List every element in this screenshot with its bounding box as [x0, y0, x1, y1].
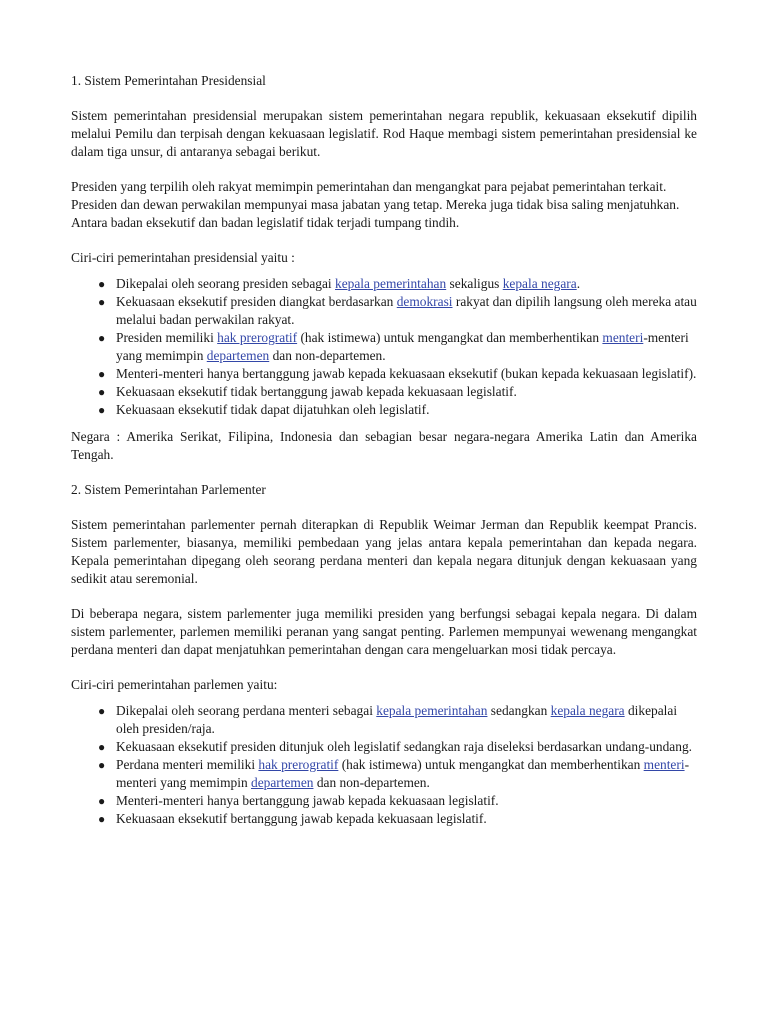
list-item-text: Kekuasaan eksekutif presiden ditunjuk oleh legislatif sedangkan raja diseleksi berdasarkan undang-undang.	[116, 739, 692, 754]
list-item	[98, 329, 697, 365]
list-parliamentary-characteristics	[71, 702, 697, 828]
list-item-text: Kekuasaan eksekutif presiden diangkat berdasarkan	[116, 294, 397, 309]
list-item-text: Kekuasaan eksekutif tidak bertanggung jawab kepada kekuasaan legislatif.	[116, 384, 517, 399]
list-item	[98, 810, 697, 828]
list-item-text: Presiden memiliki	[116, 330, 218, 345]
list-item-text: dan non-departemen.	[313, 775, 430, 790]
bullet-icon: ●	[98, 403, 106, 417]
list-item-text: Kekuasaan eksekutif bertanggung jawab kepada kekuasaan legislatif.	[116, 811, 487, 826]
list-item-text: -menteri yang memimpin	[116, 330, 689, 363]
bullet-icon: ●	[98, 794, 106, 808]
list-item-text: -menteri yang memimpin	[116, 757, 690, 790]
hyperlink[interactable]: demokrasi	[396, 294, 453, 309]
hyperlink[interactable]: menteri	[643, 757, 685, 772]
section-heading-parliamentary: 2. Sistem Pemerintahan Parlementer	[71, 482, 266, 497]
hyperlink[interactable]: hak prerogratif	[258, 757, 339, 772]
list-item-text: Dikepalai oleh seorang perdana menteri sebagai	[116, 703, 377, 718]
bullet-icon: ●	[98, 277, 106, 291]
paragraph-element-2: Presiden dan dewan perwakilan mempunyai masa jabatan yang tetap. Mereka juga tidak bisa saling menjatuhkan.	[71, 197, 680, 212]
list-item	[98, 383, 697, 401]
list-item-text: dan non-departemen.	[269, 348, 386, 363]
bullet-icon: ●	[98, 367, 106, 381]
list-item-text: .	[576, 276, 581, 291]
hyperlink[interactable]: departemen	[251, 775, 314, 790]
paragraph-presidential-intro: Sistem pemerintahan presidensial merupakan sistem pemerintahan negara republik, kekuasaan eksekutif dipilih melalui Pemilu dan terpisah dengan kekuasaan legislatif. Rod Haque membagi sistem pemerintahan presidensial ke dalam tiga unsur, di antaranya sebagai berikut.	[71, 108, 697, 159]
bullet-icon: ●	[98, 295, 106, 309]
bullet-icon: ●	[98, 704, 106, 718]
bullet-icon: ●	[98, 812, 106, 826]
hyperlink[interactable]: kepala negara	[502, 276, 577, 291]
list-item-text: (hak istimewa) untuk mengangkat dan memberhentikan	[338, 757, 644, 772]
list-item-text: Menteri-menteri hanya bertanggung jawab kepada kekuasaan eksekutif (bukan kepada kekuasaan legislatif).	[116, 366, 697, 381]
list-item	[98, 275, 697, 293]
hyperlink[interactable]: menteri	[602, 330, 644, 345]
bullet-icon: ●	[98, 740, 106, 754]
list-item	[98, 702, 697, 738]
list-item	[98, 792, 697, 810]
list-title-presidential: Ciri-ciri pemerintahan presidensial yaitu :	[71, 250, 295, 265]
list-item-text: Perdana menteri memiliki	[116, 757, 259, 772]
hyperlink[interactable]: kepala pemerintahan	[376, 703, 488, 718]
list-item	[98, 293, 697, 329]
bullet-icon: ●	[98, 385, 106, 399]
list-item-text: dikepalai oleh presiden/raja.	[116, 703, 678, 736]
list-item-text: sekaligus	[446, 276, 503, 291]
list-item-text: Kekuasaan eksekutif tidak dapat dijatuhkan oleh legislatif.	[116, 402, 430, 417]
hyperlink[interactable]: departemen	[206, 348, 270, 363]
hyperlink[interactable]: kepala pemerintahan	[335, 276, 447, 291]
list-item	[98, 738, 697, 756]
paragraph-parliamentary-intro: Sistem pemerintahan parlementer pernah diterapkan di Republik Weimar Jerman dan Republik keempat Prancis. Sistem parlementer, biasanya, memiliki pembedaan yang jelas antara kepala pemerintahan dan kepada negara. Kepala pemerintahan dipegang oleh seorang perdana menteri dan kepala negara ditunjuk dengan kekuasaan yang sedikit atau seremonial.	[71, 517, 697, 586]
list-item-text: sedangkan	[487, 703, 551, 718]
list-item-text: rakyat dan dipilih langsung oleh mereka atau melalui badan perwakilan rakyat.	[116, 294, 697, 327]
hyperlink[interactable]: hak prerogratif	[217, 330, 298, 345]
bullet-icon: ●	[98, 758, 106, 772]
list-item	[98, 401, 697, 419]
paragraph-element-3: Antara badan eksekutif dan badan legislatif tidak terjadi tumpang tindih.	[71, 215, 460, 230]
list-presidential-characteristics	[71, 275, 697, 419]
list-item-text: Menteri-menteri hanya bertanggung jawab kepada kekuasaan legislatif.	[116, 793, 499, 808]
list-item-text: Dikepalai oleh seorang presiden sebagai	[116, 276, 336, 291]
list-title-parliamentary: Ciri-ciri pemerintahan parlemen yaitu:	[71, 677, 278, 692]
paragraph-presidential-countries: Negara : Amerika Serikat, Filipina, Indonesia dan sebagian besar negara-negara Amerika Latin dan Amerika Tengah.	[71, 429, 697, 462]
hyperlink[interactable]: kepala negara	[550, 703, 625, 718]
bullet-icon: ●	[98, 331, 106, 345]
list-item-text: (hak istimewa) untuk mengangkat dan memberhentikan	[297, 330, 603, 345]
list-item	[98, 756, 697, 792]
paragraph-parliamentary-detail: Di beberapa negara, sistem parlementer juga memiliki presiden yang berfungsi sebagai kepala negara. Di dalam sistem parlementer, parlemen memiliki peranan yang sangat penting. Parlemen mempunyai wewenang mengangkat perdana menteri dan dapat menjatuhkan pemerintahan dengan cara mengeluarkan mosi tidak percaya.	[71, 606, 697, 657]
paragraph-element-1: Presiden yang terpilih oleh rakyat memimpin pemerintahan dan mengangkat para pejabat pemerintahan terkait.	[71, 179, 667, 194]
list-item	[98, 365, 697, 383]
section-heading-presidential: 1. Sistem Pemerintahan Presidensial	[71, 73, 266, 88]
